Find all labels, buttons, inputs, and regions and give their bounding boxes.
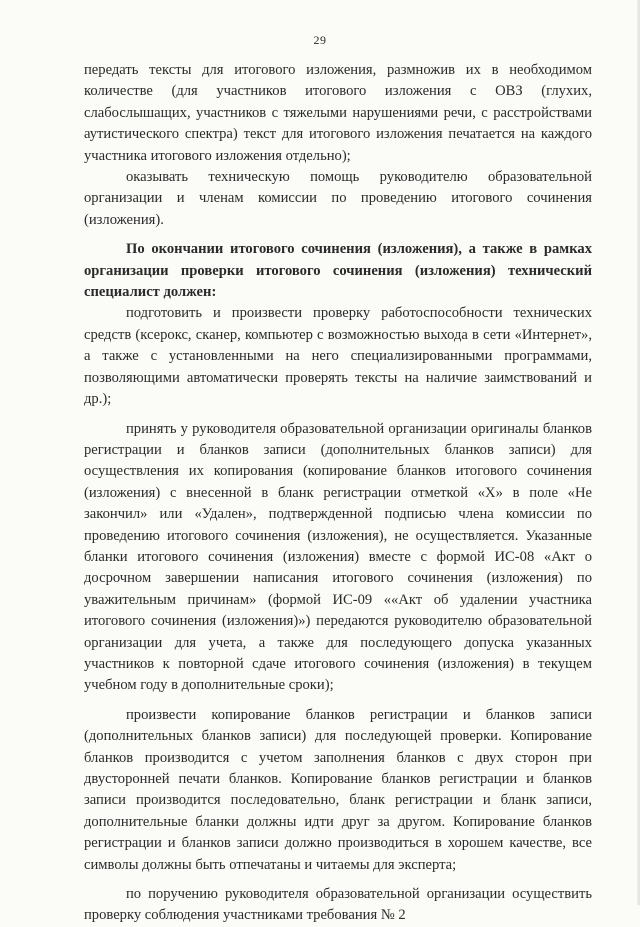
paragraph-prepare-equipment: подготовить и произвести проверку работоспособности технических средств (ксерокс, сканер, компьютер с возможностью выхода в сети «Интернет», а также с установленными на него специализированными программами, позволяющими автоматически проверять тексты на наличие заимствований и др.); <box>84 305 592 408</box>
paragraph-copy-forms: произвести копирование бланков регистрации и бланков записи (дополнительных бланков записи) для последующей проверки. Копирование бланков производится с учетом заполнения бланков с двух сторон при двусторонней печати бланков. Копирование бланков регистрации и бланков записи производится последовательно, бланк регистрации и бланк записи, дополнительные бланки должны идти друг за другом. Копирование бланков регистрации и бланков записи должно производиться в хорошем качестве, все символы должны быть отпечатаны и читаемы для эксперта; <box>84 706 592 873</box>
section-heading-after-essay: По окончании итогового сочинения (изложения), а также в рамках организации проверки итогового сочинения (изложения) технический специалист должен: <box>84 241 592 301</box>
paragraph-accept-originals: принять у руководителя образовательной организации оригиналы бланков регистрации и бланков записи (дополнительных бланков записи) для осуществления их копирования (копирование бланков итогового сочинения (изложения) с внесенной в бланк регистрации отметкой «Х» в поле «Не закончил» или «Удален», подтвержденной подписью члена комиссии по проведению итогового сочинения (изложения), не осуществляется. Указанные бланки итогового сочинения (изложения) вместе с формой ИС-08 «Акт о досрочном завершении написания итогового сочинения (изложения) по уважительным причинам» (формой ИС-09 ««Акт об удалении участника итогового сочинения (изложения)») передаются руководителю образовательной организации для учета, а также для последующего допуска указанных участников к повторной сдаче итогового сочинения (изложения) в текущем учебном году в дополнительные сроки); <box>84 420 592 694</box>
document-body <box>84 60 592 927</box>
paragraph-distribute-texts: передать тексты для итогового изложения, размножив их в необходимом количестве (для участников итогового изложения с ОВЗ (глухих, слабослышащих, участников с тяжелыми нарушениями речи, с расстройствами аутистического спектра) текст для итогового изложения печатается на каждого участника итогового изложения отдельно); <box>84 62 592 164</box>
paragraph-verify-requirement: по поручению руководителя образовательной организации осуществить проверку соблюдения участниками требования № 2 <box>84 886 592 924</box>
page-number: 29 <box>313 33 327 47</box>
paragraph-technical-assistance: оказывать техническую помощь руководителю образовательной организации и членам комиссии по проведению итогового сочинения (изложения). <box>84 169 592 228</box>
